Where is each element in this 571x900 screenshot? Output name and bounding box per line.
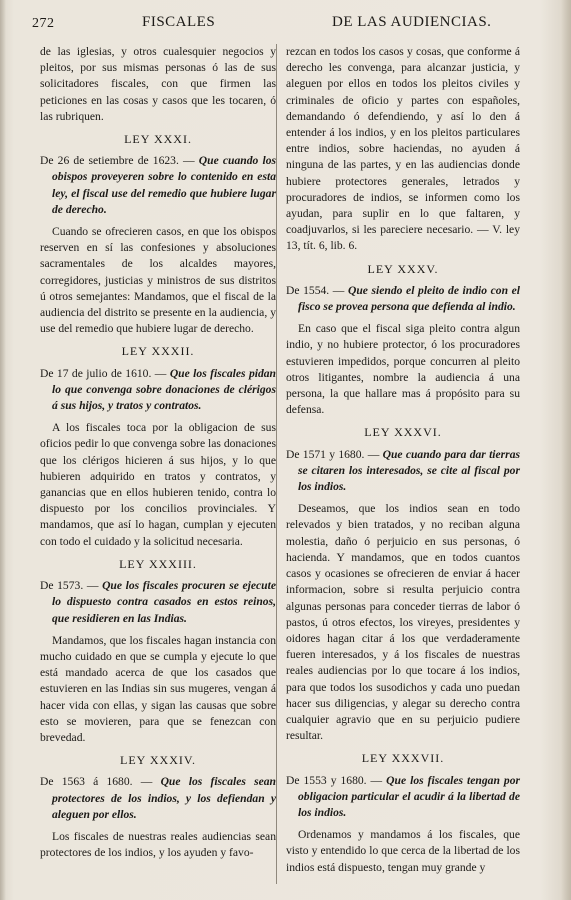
- law-body: Deseamos, que los indios sean en todo relevados y bien tratados, y no reciban alguna molestia, daño ó perjuicio en sus personas, ó hacienda. Y mandamos, que en todos cuantos casos y ocasiones se ofrecieren de enviar á hacer informacion, sobre si resulta perjuicio contra algunas personas para conceder tierras de labor ó pastos, ú otros efectos, los vireyes, presidentes y oidores hagan citar á los que verdaderamente fueren interesados, y á los fiscales de nuestras reales audiencias por lo que tocare á los indios, para que todos los susodichos y cada uno puedan hacer sus diligencias, y alegar su derecho contra cualquier agravio que en su perjuicio pudiere resultar.: [286, 502, 520, 743]
- law-summary-text: Que los fiscales pidan lo que convenga sobre donaciones de clérigos á sus hijos, y tratos y contratos.: [52, 366, 277, 413]
- law-date: De 17 de julio de 1610. —: [40, 366, 167, 380]
- law-summary-text: Que cuando para dar tierras se citaren los interesados, se cite al fiscal por los indios.: [298, 447, 521, 494]
- right-column: [286, 44, 520, 878]
- law-body: En caso que el fiscal siga pleito contra algun indio, y no hubiere protector, ó los procuradores estuvieren impedidos, porque concurren al pleito otros litigantes, nombre la audiencia á una persona, la que hallare mas á propósito para su defensa.: [286, 322, 520, 417]
- left-column: [40, 44, 276, 863]
- gutter-shadow: [0, 0, 6, 900]
- law-heading: LEY XXXIII.: [119, 556, 197, 571]
- law-summary: [40, 578, 276, 627]
- law-heading: LEY XXXVII.: [361, 751, 445, 766]
- law-summary-text: Que los fiscales procuren se ejecute lo dispuesto contra casados en estos reinos, que residieren en las Indias.: [52, 579, 276, 625]
- law-date: De 26 de setiembre de 1623. —: [40, 154, 195, 168]
- law-summary: [40, 366, 276, 415]
- law-date: De 1571 y 1680. —: [286, 447, 380, 461]
- law-summary-text: Que los fiscales sean protectores de los indios, y los defiendan y aleguen por ellos.: [52, 775, 276, 821]
- law-summary: [286, 773, 520, 822]
- header-right-title: DE LAS AUDIENCIAS.: [332, 14, 492, 30]
- column-divider: [276, 44, 277, 884]
- law-body: Mandamos, que los fiscales hagan instancia con mucho cuidado en que se cumpla y ejecute lo que está mandado acerca de que los casados que estuvieren en las Indias sin sus mugeres, vengan á hacer vida con ellas, y sigan las causas que sobre esto se movieren, para que se fenezcan con brevedad.: [40, 633, 276, 744]
- law-body: A los fiscales toca por la obligacion de sus oficios pedir lo que convenga sobre las donaciones que los clérigos hicieren á sus hijos, y lo que hubieren adquirido en tratos y contratos, y ganancias que en ellos hubieren tenido, contra lo dispuesto por los concilios provinciales. Y mandamos, que así lo hagan, cumplan y ejecuten con todo el cuidado y la solicitud necesaria.: [40, 421, 276, 548]
- law-heading: LEY XXXV.: [367, 261, 439, 276]
- law-date: De 1554. —: [286, 283, 345, 297]
- law-body: Los fiscales de nuestras reales audiencias sean protectores de los indios, y los ayuden y favo-: [40, 829, 276, 860]
- law-summary: [40, 153, 276, 218]
- law-heading: LEY XXXII.: [121, 344, 195, 359]
- edge-shadow: [561, 0, 571, 900]
- law-heading: LEY XXXIV.: [120, 753, 196, 768]
- law-date: De 1573. —: [40, 579, 99, 593]
- continued-paragraph: rezcan en todos los casos y cosas, que conforme á derecho les convenga, para alcanzar justicia, y aleguen por ellos en todos los pleitos civiles y criminales de oficio y partes con españoles, demandando ó defendiendo, y así lo den á entender á los indios, y en los pleitos particulares entre indios, sobre haciendas, no ayuden á ninguna de las partes, y en las audiencias donde hubiere protectores generales, letrados y procuradores de indios, se informen como los ayudan, para suplir en lo que faltaren, y coadjuvarlos, si les pareciere necesario. — V. ley 13, tít. 6, lib. 6.: [286, 45, 520, 253]
- law-heading: LEY XXXI.: [124, 132, 192, 147]
- law-date: De 1563 á 1680. —: [40, 775, 153, 789]
- law-heading: LEY XXXVI.: [364, 425, 442, 440]
- continued-paragraph: de las iglesias, y otros cualesquier negocios y pleitos, por sus mismas personas ó las de sus solicitadores fiscales, con que firmen las peticiones en las cosas y casos que les tocaren, ó las rubriquen.: [40, 45, 276, 123]
- law-summary-text: Que siendo el pleito de indio con el fisco se provea persona que defienda al indio.: [298, 283, 520, 314]
- page-number: 272: [32, 16, 55, 31]
- law-summary-text: Que cuando los obispos proveyeren sobre lo contenido en esta ley, el fiscal use del remedio que hubiere lugar de derecho.: [52, 154, 276, 216]
- running-header: [32, 14, 535, 36]
- header-left-title: FISCALES: [142, 14, 216, 30]
- law-summary: [286, 283, 520, 315]
- law-body: Ordenamos y mandamos á los fiscales, que visto y entendido lo que cerca de la libertad de los indios está dispuesto, tengan muy grande y: [286, 828, 520, 874]
- law-summary: [40, 774, 276, 823]
- law-summary-text: Que los fiscales tengan por obligacion particular el acudir á la libertad de los indios.: [298, 773, 520, 819]
- law-date: De 1553 y 1680. —: [286, 773, 383, 787]
- law-summary: [286, 447, 520, 496]
- law-body: Cuando se ofrecieren casos, en que los obispos reserven en sí las confesiones y absoluciones sacramentales de los alcaldes mayores, corregidores, justicias y ministros de sus distritos ú otros semejantes: Mandamos, que el fiscal de la audiencia del distrito se presente en la audiencia, y use del remedio que hubiere lugar de derecho.: [40, 225, 276, 336]
